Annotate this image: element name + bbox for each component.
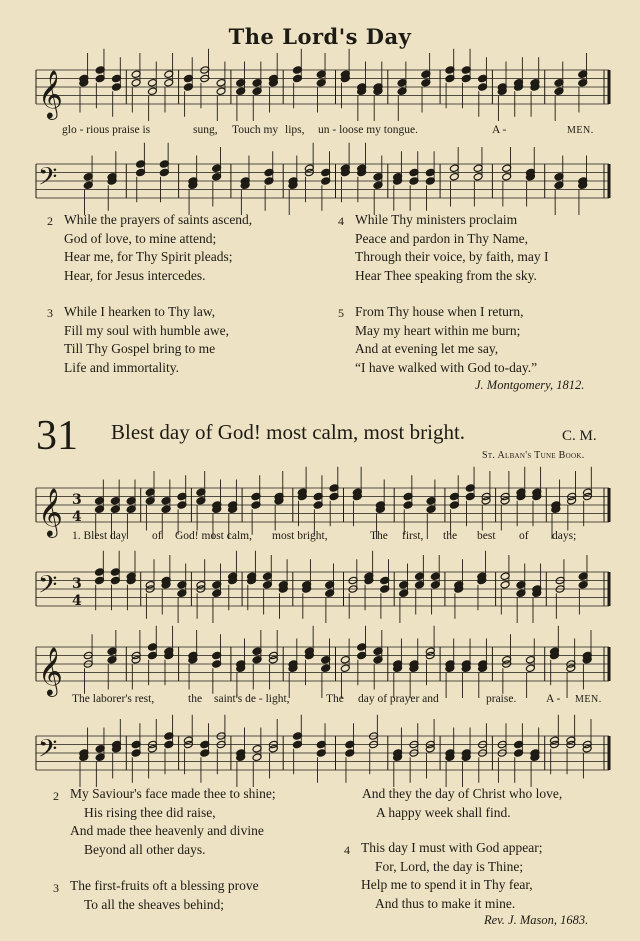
bass-clef-icon: 𝄢 (38, 570, 58, 606)
verse-line: Beyond all other days. (84, 841, 206, 857)
lyric-syllable: days; (552, 530, 577, 542)
verse-line: Life and immortality. (64, 359, 179, 375)
lyric-syllable: The (326, 693, 344, 705)
verse-number: 4 (338, 214, 344, 228)
time-signature-icon: 4 (72, 509, 82, 525)
verse-line: My Saviour's face made thee to shine; (70, 786, 276, 801)
lyric-syllable: The laborer's rest, (72, 693, 155, 705)
music-system-2-treble (0, 641, 640, 695)
verse-line: To all the sheaves behind; (84, 896, 225, 912)
music-system-2-bass (0, 730, 640, 780)
lyric-syllable: MEN. (567, 125, 594, 136)
lyric-syllable: first, (402, 530, 424, 542)
verse-line: Hear me, for Thy Spirit pleads; (64, 249, 233, 265)
hymn-first-line: Blest day of God! most calm, most bright. (111, 420, 466, 444)
verse-line: Help me to spend it in Thy fear, (361, 877, 533, 893)
lyric-syllable: lips, (285, 124, 305, 136)
lyric-syllable: un - loose my tongue. (318, 124, 418, 136)
time-signature-icon: 3 (72, 576, 82, 592)
verse-number: 3 (53, 881, 59, 895)
bass-clef-icon: 𝄢 (38, 734, 58, 770)
verse-number: 2 (53, 789, 59, 803)
lyric-syllable: best (477, 530, 496, 542)
time-signature-icon: 4 (72, 593, 82, 609)
lyric-syllable: most bright, (272, 530, 328, 542)
verse-number: 5 (338, 306, 344, 320)
verse-line: While the prayers of saints ascend, (64, 212, 253, 227)
verse-prev-5 (355, 303, 537, 377)
verse-line: This day I must with God appear; (361, 840, 543, 855)
lyric-syllable: 1. Blest day (72, 530, 127, 542)
lyric-syllable: MEN. (575, 694, 602, 705)
verse-line: Till Thy Gospel bring to me (64, 341, 216, 357)
lyric-syllable: of (152, 530, 162, 542)
lyric-syllable: of (519, 530, 529, 542)
verse-line: May my heart within me burn; (355, 322, 521, 338)
lyric-syllable: glo - rious praise is (62, 124, 151, 136)
verse-line: And at evening let me say, (355, 341, 499, 357)
verse-line: Fill my soul with humble awe, (64, 322, 229, 338)
verse-line: For, Lord, the day is Thine; (375, 858, 524, 874)
music-system-prev-treble (0, 64, 640, 118)
lyric-syllable: the (188, 693, 203, 705)
lyric-syllable: praise. (486, 693, 517, 705)
author-attribution: Rev. J. Mason, 1683. (484, 913, 589, 927)
verse-line: And made thee heavenly and divine (70, 823, 264, 839)
lyric-syllable: saint's de - light, (214, 693, 290, 705)
lyric-syllable: Touch my (232, 124, 279, 136)
hymn-meter: C. M. (562, 428, 597, 444)
verse-line: His rising thee did raise, (84, 804, 216, 820)
verse-line: While I hearken to Thy law, (64, 304, 216, 319)
staff-lines (36, 572, 609, 606)
verse-line: Hear, for Jesus intercedes. (64, 267, 206, 283)
treble-clef-icon: 𝄞 (38, 69, 63, 118)
treble-clef-icon: 𝄞 (38, 487, 63, 536)
lyric-syllable: God! most calm, (175, 530, 252, 542)
lyric-syllable: A - (546, 693, 561, 705)
verse-prev-2 (64, 211, 252, 285)
verse-number: 3 (47, 306, 53, 320)
lyric-syllable: sung, (193, 124, 218, 136)
verse-line: Hear Thee speaking from the sky. (355, 267, 537, 283)
verse-line: From Thy house when I return, (355, 304, 524, 319)
lyric-syllable: A - (492, 124, 507, 136)
verse-prev-3 (64, 303, 229, 377)
bass-clef-icon: 𝄢 (38, 162, 58, 198)
verse-31-3 (70, 877, 259, 914)
hymn-number: 31 (36, 413, 78, 459)
verse-line: And thus to make it mine. (375, 895, 516, 911)
verse-line: While Thy ministers proclaim (355, 212, 518, 227)
staff-lines (36, 647, 609, 681)
author-attribution: J. Montgomery, 1812. (475, 378, 585, 392)
verse-line: “I have walked with God to-day.” (355, 359, 538, 375)
music-system-1-bass (0, 566, 640, 616)
verse-31-4 (361, 839, 542, 913)
treble-clef-icon: 𝄞 (38, 646, 63, 695)
verse-number: 2 (47, 214, 53, 228)
verse-line: Peace and pardon in Thy Name, (355, 230, 528, 246)
music-system-prev-bass (0, 158, 640, 208)
verse-line: Through their voice, by faith, may I (355, 249, 549, 265)
time-signature-icon: 3 (72, 492, 82, 508)
page-running-head: The Lord's Day (228, 24, 412, 49)
verse-31-3-continued (362, 785, 562, 822)
lyric-syllable: The (370, 530, 388, 542)
lyric-syllable: day of prayer and (358, 693, 439, 705)
verse-line: The first-fruits oft a blessing prove (70, 878, 259, 893)
tune-source: St. Alban's Tune Book. (482, 450, 585, 461)
lyric-syllable: the (443, 530, 458, 542)
verse-line: God of love, to mine attend; (64, 230, 217, 246)
verse-number: 4 (344, 843, 350, 857)
verse-prev-4 (355, 211, 548, 285)
verse-31-2 (70, 785, 276, 859)
verse-line: A happy week shall find. (376, 804, 511, 820)
verse-line: And they the day of Christ who love, (362, 786, 563, 801)
